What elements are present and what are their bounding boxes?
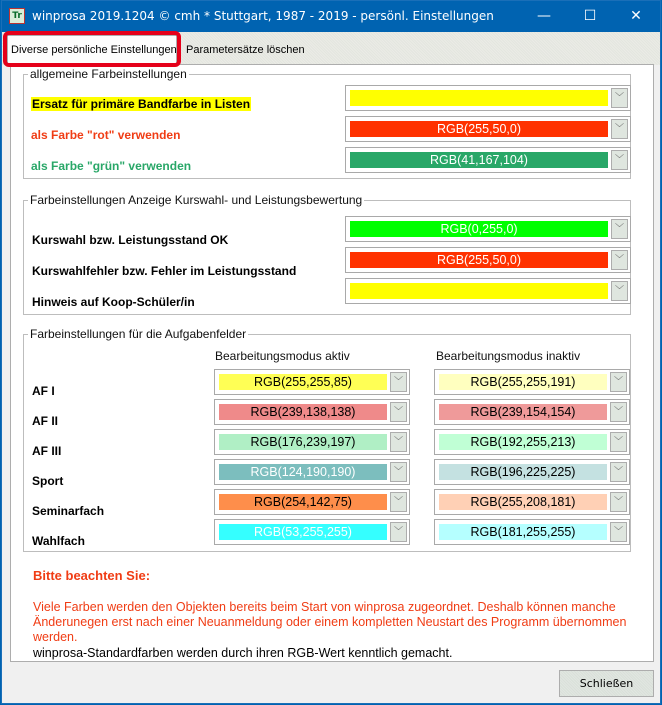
general-row-label: Ersatz für primäre Bandfarbe in Listen — [32, 97, 251, 111]
chevron-down-icon[interactable]: ﹀ — [610, 372, 627, 392]
color-swatch: RGB(41,167,104) — [350, 152, 608, 168]
window-title: winprosa 2019.1204 © cmh * Stuttgart, 1987 - 2019 - persönl. Einstellungen — [32, 9, 494, 23]
aufgabenfeld-row-label: AF III — [32, 444, 62, 458]
general-row-label: als Farbe "grün" verwenden — [31, 159, 192, 173]
group-aufgabenfelder-legend: Farbeinstellungen für die Aufgabenfelder — [30, 327, 247, 341]
aufgabenfeld-inactive-dropdown[interactable] — [434, 369, 630, 395]
aufgabenfeld-row-label: AF II — [32, 414, 58, 428]
aufgabenfeld-active-dropdown[interactable] — [214, 489, 410, 515]
color-swatch — [350, 283, 608, 299]
kurswahl-row-label: Kurswahlfehler bzw. Fehler im Leistungsstand — [32, 264, 297, 278]
color-swatch: RGB(255,255,85) — [219, 374, 387, 390]
close-button[interactable]: Schließen — [559, 670, 654, 697]
chevron-down-icon[interactable]: ﹀ — [390, 402, 407, 422]
color-swatch: RGB(196,225,225) — [439, 464, 607, 480]
color-swatch: RGB(239,138,138) — [219, 404, 387, 420]
chevron-down-icon[interactable]: ﹀ — [390, 432, 407, 452]
color-swatch: RGB(124,190,190) — [219, 464, 387, 480]
chevron-down-icon[interactable]: ﹀ — [390, 492, 407, 512]
close-icon[interactable]: ✕ — [630, 8, 642, 24]
color-swatch: RGB(53,255,255) — [219, 524, 387, 540]
chevron-down-icon[interactable]: ﹀ — [390, 522, 407, 542]
aufgabenfeld-active-dropdown[interactable] — [214, 369, 410, 395]
minimize-icon[interactable]: — — [537, 8, 551, 24]
chevron-down-icon[interactable]: ﹀ — [611, 119, 628, 139]
chevron-down-icon[interactable]: ﹀ — [611, 150, 628, 170]
chevron-down-icon[interactable]: ﹀ — [611, 250, 628, 270]
color-swatch: RGB(255,208,181) — [439, 494, 607, 510]
color-swatch: RGB(0,255,0) — [350, 221, 608, 237]
notice-standard-colors: winprosa-Standardfarben werden durch ihren RGB-Wert kenntlich gemacht. — [33, 646, 453, 660]
general-color-dropdown[interactable] — [345, 116, 631, 142]
chevron-down-icon[interactable]: ﹀ — [610, 432, 627, 452]
color-swatch: RGB(254,142,75) — [219, 494, 387, 510]
general-row-label: als Farbe "rot" verwenden — [31, 128, 181, 142]
aufgabenfeld-row-label: Sport — [32, 474, 64, 488]
aufgabenfeld-active-dropdown[interactable] — [214, 399, 410, 425]
color-swatch: RGB(255,50,0) — [350, 252, 608, 268]
aufgabenfeld-inactive-dropdown[interactable] — [434, 519, 630, 545]
aufgabenfeld-row-label: Wahlfach — [32, 534, 85, 548]
color-swatch: RGB(239,154,154) — [439, 404, 607, 420]
group-kurswahl-legend: Farbeinstellungen Anzeige Kurswahl- und Leistungsbewertung — [30, 193, 363, 207]
chevron-down-icon[interactable]: ﹀ — [611, 281, 628, 301]
chevron-down-icon[interactable]: ﹀ — [610, 462, 627, 482]
color-swatch: RGB(255,255,191) — [439, 374, 607, 390]
kurswahl-color-dropdown[interactable] — [345, 216, 631, 242]
color-swatch: RGB(255,50,0) — [350, 121, 608, 137]
column-header-inactive: Bearbeitungsmodus inaktiv — [436, 349, 581, 363]
chevron-down-icon[interactable]: ﹀ — [610, 522, 627, 542]
notice-title: Bitte beachten Sie: — [33, 568, 151, 583]
color-swatch — [350, 90, 608, 106]
chevron-down-icon[interactable]: ﹀ — [390, 462, 407, 482]
chevron-down-icon[interactable]: ﹀ — [390, 372, 407, 392]
tab-strip — [2, 32, 660, 65]
kurswahl-color-dropdown[interactable] — [345, 278, 631, 304]
aufgabenfeld-active-dropdown[interactable] — [214, 519, 410, 545]
color-swatch: RGB(192,255,213) — [439, 434, 607, 450]
group-general-legend: allgemeine Farbeinstellungen — [30, 67, 187, 81]
app-icon: Tr — [9, 8, 25, 24]
aufgabenfeld-inactive-dropdown[interactable] — [434, 399, 630, 425]
aufgabenfeld-inactive-dropdown[interactable] — [434, 489, 630, 515]
tab-diverse-einstellungen[interactable]: Diverse persönliche Einstellungen — [7, 35, 177, 65]
general-color-dropdown[interactable] — [345, 147, 631, 173]
chevron-down-icon[interactable]: ﹀ — [610, 402, 627, 422]
aufgabenfeld-active-dropdown[interactable] — [214, 459, 410, 485]
settings-window — [1, 0, 661, 704]
aufgabenfeld-row-label: AF I — [32, 384, 55, 398]
general-color-dropdown[interactable] — [345, 85, 631, 111]
chevron-down-icon[interactable]: ﹀ — [611, 219, 628, 239]
title-bar[interactable] — [2, 1, 660, 32]
column-header-active: Bearbeitungsmodus aktiv — [215, 349, 350, 363]
chevron-down-icon[interactable]: ﹀ — [610, 492, 627, 512]
kurswahl-row-label: Kurswahl bzw. Leistungsstand OK — [32, 233, 229, 247]
kurswahl-color-dropdown[interactable] — [345, 247, 631, 273]
chevron-down-icon[interactable]: ﹀ — [611, 88, 628, 108]
aufgabenfeld-inactive-dropdown[interactable] — [434, 429, 630, 455]
aufgabenfeld-active-dropdown[interactable] — [214, 429, 410, 455]
aufgabenfeld-inactive-dropdown[interactable] — [434, 459, 630, 485]
color-swatch: RGB(181,255,255) — [439, 524, 607, 540]
tab-parametersaetze-loeschen[interactable]: Parametersätze löschen — [186, 44, 305, 56]
kurswahl-row-label: Hinweis auf Koop-Schüler/in — [32, 295, 195, 309]
color-swatch: RGB(176,239,197) — [219, 434, 387, 450]
notice-body: Viele Farben werden den Objekten bereits beim Start von winprosa zugeordnet. Deshalb können manche Änderunegen erst nach einer Neuanmeldung oder einem kompletten Neustart des Programm übernommen werden. — [33, 600, 627, 644]
maximize-icon[interactable]: ☐ — [583, 8, 597, 24]
aufgabenfeld-row-label: Seminarfach — [32, 504, 105, 518]
tab-panel — [10, 64, 654, 662]
